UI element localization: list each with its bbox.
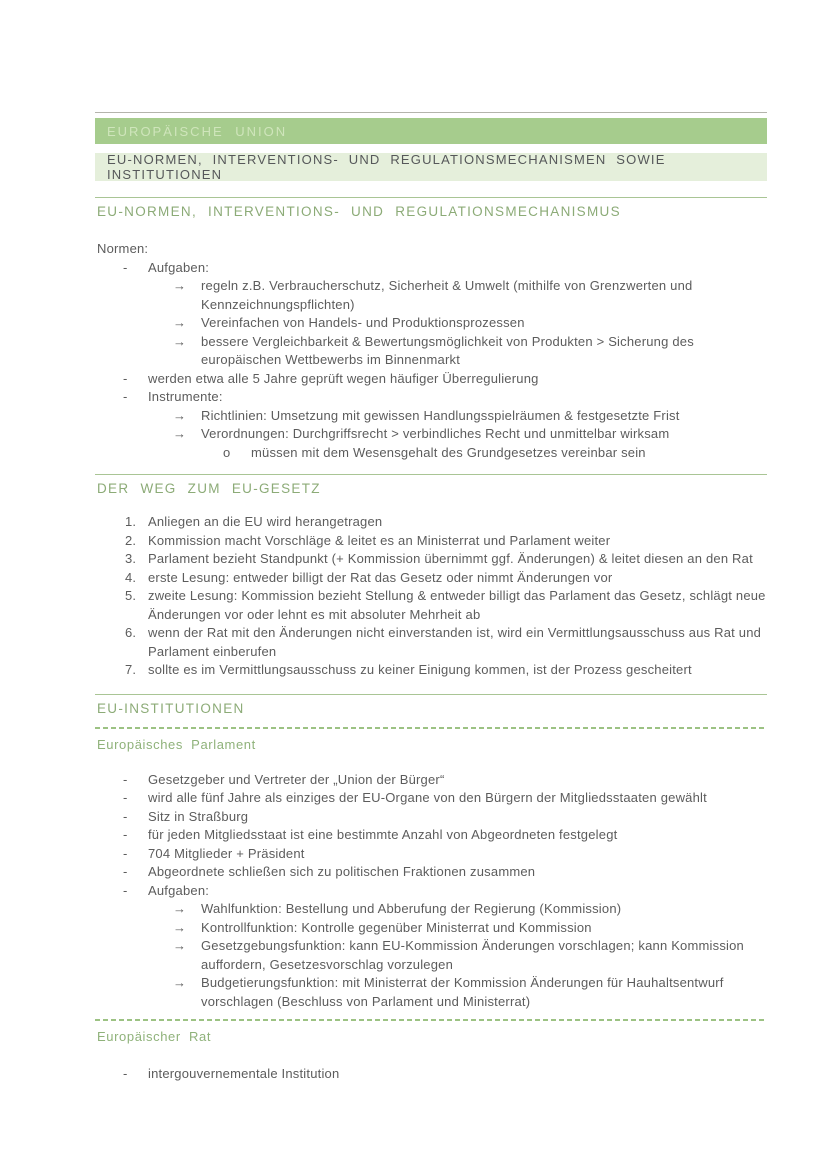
dash-bullet-icon: -: [123, 790, 128, 805]
list-item: [95, 259, 767, 278]
list-item-text: müssen mit dem Wesensgehalt des Grundgesetzes vereinbar sein: [251, 444, 646, 460]
list-item-text: Aufgaben:: [148, 882, 210, 898]
dash-bullet-icon: -: [123, 370, 128, 386]
list-item: [95, 333, 767, 370]
section-heading-normen: EU-NORMEN, INTERVENTIONS- UND REGULATIONSMECHANISMUS: [97, 204, 621, 219]
list-number: 1.: [125, 514, 137, 529]
section-body-normen: [95, 240, 767, 462]
list-item: [95, 845, 767, 864]
list-item: [95, 277, 767, 314]
arrow-bullet-icon: →: [173, 315, 187, 330]
subsection-heading-parlament: Europäisches Parlament: [97, 736, 256, 752]
section-heading-weg: DER WEG ZUM EU-GESETZ: [97, 481, 321, 496]
list-item-text: Gesetzgeber und Vertreter der „Union der Bürger“: [148, 771, 445, 787]
dash-bullet-icon: -: [123, 259, 128, 275]
list-number: 6.: [125, 625, 137, 640]
dashed-divider: [95, 727, 767, 729]
subtitle-banner: [95, 153, 767, 181]
dash-bullet-icon: -: [123, 827, 128, 842]
list-item-text: sollte es im Vermittlungsausschuss zu keiner Einigung kommen, ist der Prozess gescheitert: [148, 662, 692, 677]
list-item-text: Gesetzgebungsfunktion: kann EU-Kommission Änderungen vorschlagen; kann Kommission auffordern, Gesetzesvorschlag vorzulegen: [201, 938, 744, 972]
arrow-bullet-icon: →: [173, 975, 187, 990]
list-item: [95, 900, 767, 919]
subsection-body-rat: [95, 1065, 767, 1084]
list-number: 5.: [125, 588, 137, 603]
list-item: [95, 587, 767, 624]
dash-bullet-icon: -: [123, 808, 128, 824]
list-item: [95, 826, 767, 845]
list-number: 3.: [125, 551, 137, 566]
list-item-text: Budgetierungsfunktion: mit Ministerrat der Kommission Änderungen für Hauhaltsentwurf vorschlagen (Beschluss von Parlament und Ministerrat): [201, 975, 724, 1009]
list-item-text: wird alle fünf Jahre als einziges der EU-Organe von den Bürgern der Mitgliedsstaaten gewählt: [148, 790, 707, 805]
list-item: [95, 314, 767, 333]
section-heading-institutionen: EU-INSTITUTIONEN: [97, 700, 245, 716]
page-subtitle: EU-NORMEN, INTERVENTIONS- UND REGULATIONSMECHANISMEN SOWIE INSTITUTIONEN: [107, 152, 666, 182]
list-item: [95, 407, 767, 426]
list-item-text: Richtlinien: Umsetzung mit gewissen Handlungsspielräumen & festgesetzte Frist: [201, 407, 680, 423]
section-eu-institutionen: [95, 694, 767, 1084]
list-item: [95, 789, 767, 808]
dashed-divider: [95, 1019, 767, 1021]
list-item-text: erste Lesung: entweder billigt der Rat das Gesetz oder nimmt Änderungen vor: [148, 569, 613, 585]
circle-bullet-icon: o: [223, 444, 231, 460]
list-item-text: Kommission macht Vorschläge & leitet es an Ministerrat und Parlament weiter: [148, 532, 611, 548]
list-item: [95, 771, 767, 790]
arrow-bullet-icon: →: [173, 938, 187, 953]
list-item: [95, 370, 767, 389]
list-item: [95, 444, 767, 463]
list-number: 7.: [125, 662, 137, 677]
list-item-text: Normen:: [97, 241, 149, 256]
section-weg-zum-eu-gesetz: [95, 474, 767, 680]
list-item: [95, 919, 767, 938]
list-item-text: intergouvernementale Institution: [148, 1066, 340, 1081]
section-divider: [95, 197, 767, 198]
list-item: [95, 240, 767, 259]
section-body-weg: [95, 513, 767, 680]
list-item: [95, 1065, 767, 1084]
list-item: [95, 863, 767, 882]
arrow-bullet-icon: →: [173, 901, 187, 916]
list-item: [95, 532, 767, 551]
list-item-text: wenn der Rat mit den Änderungen nicht einverstanden ist, wird ein Vermittlungsausschuss aus Rat und Parlament einberufen: [148, 625, 762, 659]
list-item-text: Parlament bezieht Standpunkt (+ Kommission übernimmt ggf. Änderungen) & leitet diesen an den Rat: [148, 551, 753, 566]
list-item: [95, 974, 767, 1011]
dash-bullet-icon: -: [123, 845, 128, 861]
list-item-text: für jeden Mitgliedsstaat ist eine bestimmte Anzahl von Abgeordneten festgelegt: [148, 827, 618, 842]
list-item-text: werden etwa alle 5 Jahre geprüft wegen häufiger Überregulierung: [148, 370, 539, 386]
list-item: [95, 808, 767, 827]
section-divider: [95, 694, 767, 695]
top-divider: [95, 112, 767, 113]
list-item: [95, 513, 767, 532]
list-item-text: bessere Vergleichbarkeit & Bewertungsmöglichkeit von Produkten > Sicherung des europäischen Wettbewerbs im Binnenmarkt: [201, 333, 694, 367]
subsection-body-parlament: [95, 771, 767, 1012]
list-item: [95, 388, 767, 407]
subsection-heading-rat: Europäischer Rat: [97, 1029, 212, 1044]
list-item-text: Vereinfachen von Handels- und Produktionsprozessen: [201, 315, 525, 330]
arrow-bullet-icon: →: [173, 278, 187, 293]
arrow-bullet-icon: →: [173, 333, 187, 349]
list-number: 4.: [125, 569, 137, 585]
title-banner: [95, 118, 767, 144]
section-normen: [95, 197, 767, 462]
list-item-text: Instrumente:: [148, 389, 223, 404]
list-item-text: zweite Lesung: Kommission bezieht Stellung & entweder billigt das Parlament das Gesetz, schlägt neue Änderungen vor oder lehnt es mit absoluter Mehrheit ab: [148, 588, 766, 622]
list-item: [95, 661, 767, 680]
list-item: [95, 624, 767, 661]
list-item-text: Wahlfunktion: Bestellung und Abberufung der Regierung (Kommission): [201, 901, 622, 916]
list-item-text: Abgeordnete schließen sich zu politischen Fraktionen zusammen: [148, 864, 536, 879]
list-item: [95, 937, 767, 974]
dash-bullet-icon: -: [123, 882, 128, 898]
dash-bullet-icon: -: [123, 389, 128, 404]
section-divider: [95, 474, 767, 475]
list-item: [95, 569, 767, 588]
list-item-text: regeln z.B. Verbraucherschutz, Sicherheit & Umwelt (mithilfe von Grenzwerten und Kennzeichnungspflichten): [201, 278, 693, 312]
page-title: EUROPÄISCHE UNION: [107, 123, 288, 139]
list-item-text: Anliegen an die EU wird herangetragen: [148, 514, 383, 529]
dash-bullet-icon: -: [123, 864, 128, 879]
list-item-text: Kontrollfunktion: Kontrolle gegenüber Ministerrat und Kommission: [201, 919, 592, 935]
list-number: 2.: [125, 532, 137, 548]
list-item: [95, 550, 767, 569]
list-item: [95, 882, 767, 901]
arrow-bullet-icon: →: [173, 919, 187, 935]
arrow-bullet-icon: →: [173, 426, 187, 441]
dash-bullet-icon: -: [123, 1066, 128, 1081]
dash-bullet-icon: -: [123, 771, 128, 787]
list-item-text: Sitz in Straßburg: [148, 808, 249, 824]
list-item: [95, 425, 767, 444]
list-item-text: Aufgaben:: [148, 259, 210, 275]
list-item-text: Verordnungen: Durchgriffsrecht > verbindliches Recht und unmittelbar wirksam: [201, 426, 670, 441]
arrow-bullet-icon: →: [173, 407, 187, 423]
list-item-text: 704 Mitglieder + Präsident: [148, 845, 305, 861]
